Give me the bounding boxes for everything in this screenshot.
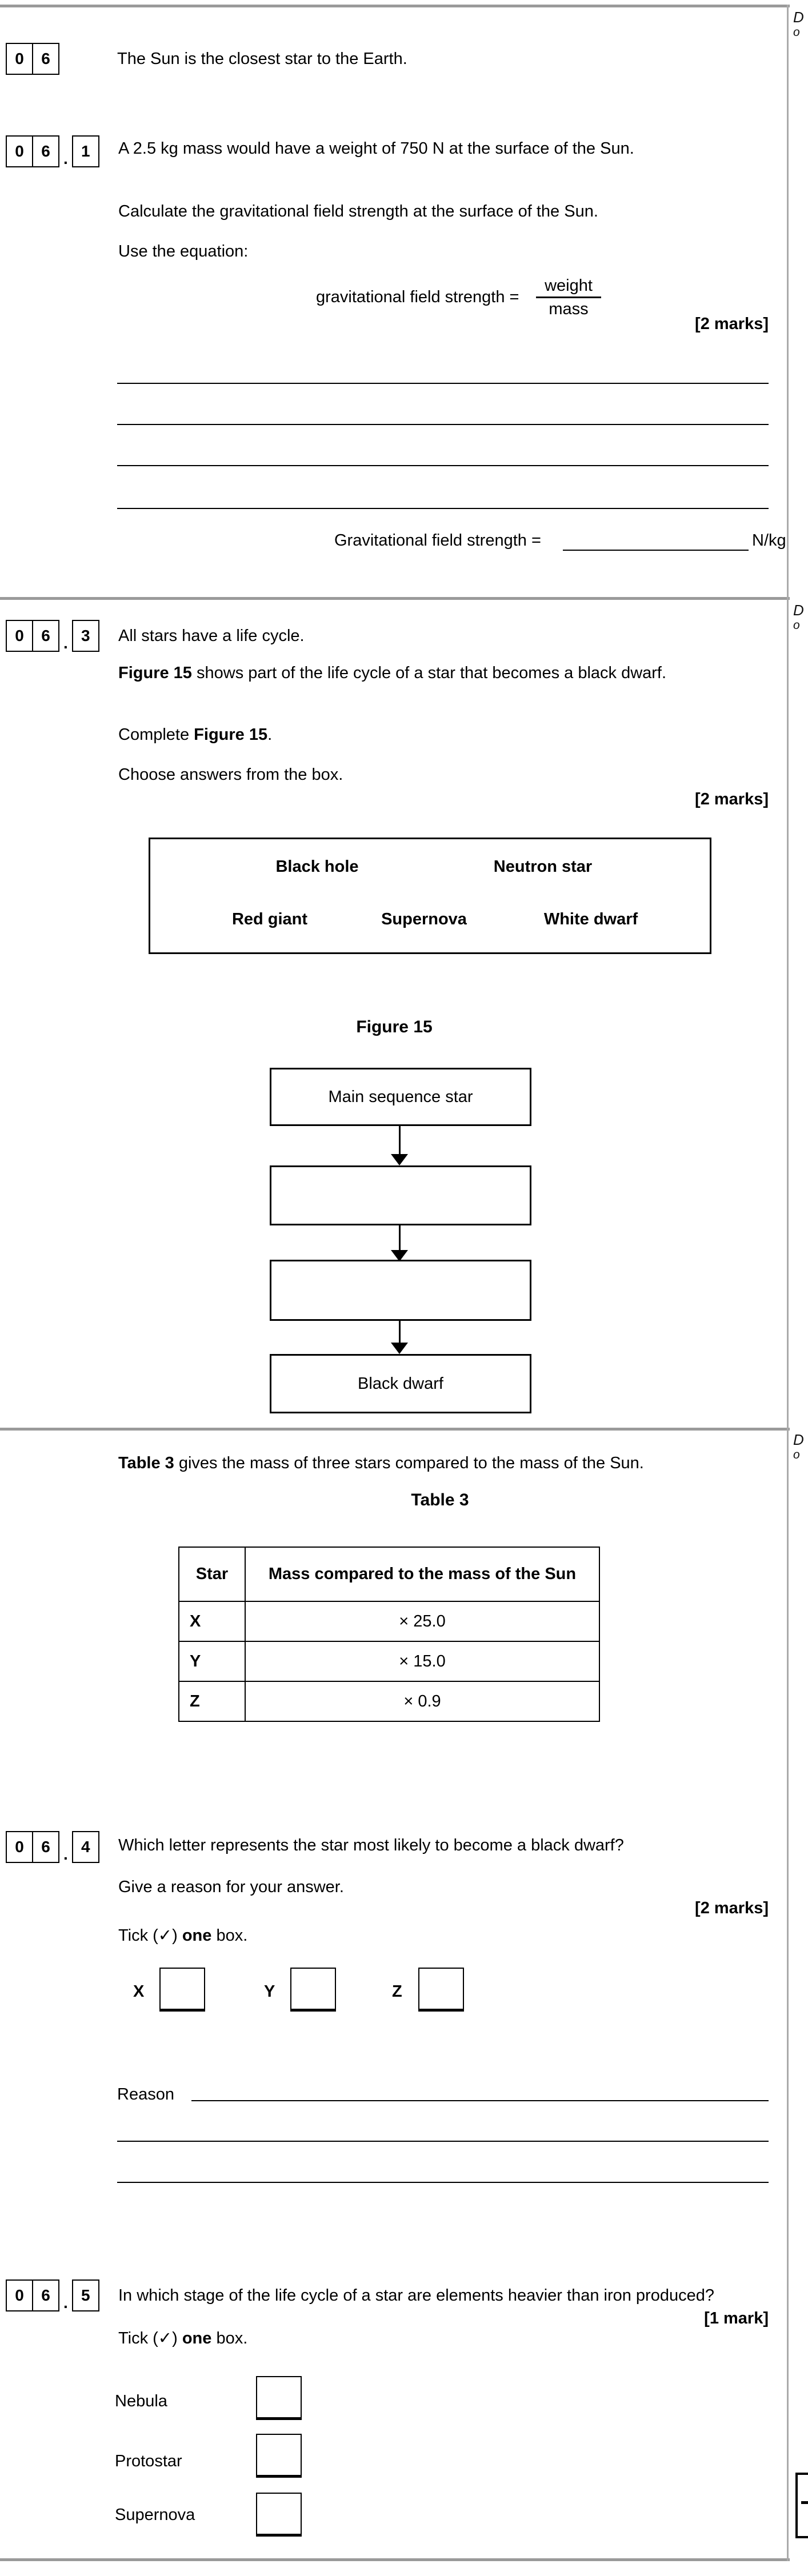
answer-line[interactable]	[117, 508, 769, 509]
checkbox-nebula[interactable]	[256, 2376, 302, 2420]
table-cell-mass: × 25.0	[245, 1601, 599, 1641]
q06-1-answer-unit: N/kg	[752, 531, 786, 550]
table3-intro	[118, 1453, 644, 1473]
question-number-06-1	[6, 135, 99, 167]
q06-1-use-equation: Use the equation:	[118, 242, 249, 261]
tick-text: Tick (	[118, 1926, 158, 1945]
margin-note-text: o	[793, 619, 800, 632]
reason-line[interactable]	[117, 2141, 769, 2142]
figure-15-caption: Figure 15	[356, 1017, 433, 1036]
q06-4-give-reason: Give a reason for your answer.	[118, 1878, 344, 1896]
margin-note-3	[793, 1433, 804, 1462]
reason-label: Reason	[117, 2085, 174, 2104]
q06-3-line3-pre: Complete	[118, 726, 194, 744]
table-header-mass: Mass compared to the mass of the Sun	[245, 1547, 599, 1601]
figure-ref: Figure 15	[194, 726, 268, 744]
checkbox-protostar[interactable]	[256, 2434, 302, 2478]
table-ref: Table 3	[118, 1454, 174, 1472]
check-icon: ✓	[158, 2329, 173, 2347]
tick-text: )	[172, 2329, 182, 2347]
margin-note-text: D	[793, 9, 804, 26]
table3-intro-rest: gives the mass of three stars compared to the mass of the Sun.	[174, 1454, 644, 1472]
answer-line[interactable]	[117, 465, 769, 466]
question-number-cell: 0	[6, 43, 33, 75]
answer-line[interactable]	[117, 383, 769, 384]
flow-arrow-line	[399, 1225, 401, 1250]
flow-box-black-dwarf: Black dwarf	[270, 1354, 531, 1413]
q06-3-line1: All stars have a life cycle.	[118, 627, 305, 645]
q06-4-question: Which letter represents the star most likely to become a black dwarf?	[118, 1836, 624, 1854]
option-label-protostar: Protostar	[115, 2452, 182, 2470]
margin-vertical-rule	[787, 5, 789, 2561]
q06-3-line2-rest: shows part of the life cycle of a star that becomes a black dwarf.	[191, 664, 667, 682]
answer-value-line[interactable]	[563, 550, 749, 551]
tick-text: box.	[211, 1926, 248, 1945]
question-number-dot: .	[63, 634, 68, 652]
answer-choice-box	[149, 838, 711, 954]
q06-intro: The Sun is the closest star to the Earth.	[117, 50, 407, 68]
flow-box-blank-1[interactable]	[270, 1165, 531, 1225]
margin-note-text: o	[793, 1448, 800, 1461]
q06-1-statement: A 2.5 kg mass would have a weight of 750 N at the surface of the Sun.	[118, 139, 634, 158]
arrow-down-icon	[391, 1154, 408, 1165]
table-cell-mass: × 0.9	[245, 1681, 599, 1721]
flow-box-blank-2[interactable]	[270, 1260, 531, 1321]
table-header-star: Star	[179, 1547, 245, 1601]
equation-denominator: mass	[549, 300, 589, 318]
flow-box-main-sequence: Main sequence star	[270, 1068, 531, 1126]
question-number-cell: 0	[6, 620, 33, 652]
q06-4-tick-instruction	[118, 1925, 247, 1946]
q06-3-line4: Choose answers from the box.	[118, 766, 343, 784]
question-number-cell: 4	[72, 1831, 99, 1863]
choice-label-y: Y	[264, 1982, 275, 2001]
q06-3-line3	[118, 724, 272, 745]
tick-text: )	[172, 1926, 182, 1945]
flow-arrow-line	[399, 1125, 401, 1154]
table-cell-star: Z	[179, 1681, 245, 1721]
section-rule-2	[0, 597, 790, 600]
arrow-down-icon	[391, 1343, 408, 1354]
reason-line[interactable]	[117, 2182, 769, 2183]
choice-word: White dwarf	[543, 910, 638, 928]
reason-line[interactable]	[191, 2100, 769, 2101]
question-number-dot: .	[63, 2294, 68, 2311]
question-number-cell: 3	[72, 620, 99, 652]
question-number-cell: 5	[72, 2279, 99, 2311]
fraction-bar	[536, 297, 601, 298]
tick-text: Tick (	[118, 2329, 158, 2347]
option-label-nebula: Nebula	[115, 2392, 167, 2410]
question-number-06-3	[6, 620, 99, 652]
checkbox-z[interactable]	[418, 1968, 464, 2012]
margin-note-text: D	[793, 602, 804, 619]
q06-3-marks: [2 marks]	[695, 790, 769, 808]
equation-fraction	[536, 275, 601, 319]
q06-3-line2	[118, 663, 666, 683]
checkbox-supernova[interactable]	[256, 2493, 302, 2537]
question-number-cell: 0	[6, 135, 33, 167]
option-label-supernova: Supernova	[115, 2506, 195, 2524]
section-rule-bottom	[0, 2558, 790, 2561]
choice-label-x: X	[133, 1982, 145, 2001]
choice-label-z: Z	[392, 1982, 402, 2001]
question-number-cell: 0	[6, 1831, 33, 1863]
margin-note-1	[793, 10, 804, 39]
tick-text: box.	[211, 2329, 248, 2347]
question-number-cell: 6	[32, 1831, 59, 1863]
question-number-06-5	[6, 2279, 99, 2311]
margin-total-dash	[801, 2501, 808, 2504]
question-number-cell: 1	[72, 135, 99, 167]
answer-line[interactable]	[117, 424, 769, 425]
question-number-dot: .	[63, 1845, 68, 1863]
question-number-cell: 6	[32, 43, 59, 75]
question-number-06	[6, 43, 59, 75]
checkbox-y[interactable]	[290, 1968, 336, 2012]
choice-word: Neutron star	[493, 858, 593, 876]
margin-note-text: o	[793, 26, 800, 39]
figure-ref: Figure 15	[118, 664, 192, 682]
section-rule-top	[0, 5, 790, 7]
q06-4-marks: [2 marks]	[695, 1899, 769, 1917]
section-rule-3	[0, 1428, 790, 1431]
table-cell-mass: × 15.0	[245, 1641, 599, 1681]
tick-text-bold: one	[182, 2329, 212, 2347]
margin-total-box	[795, 2473, 808, 2538]
margin-note-2	[793, 603, 804, 632]
question-number-dot: .	[63, 150, 68, 167]
q06-1-marks: [2 marks]	[695, 315, 769, 333]
choice-word: Supernova	[381, 910, 467, 928]
question-number-06-4	[6, 1831, 99, 1863]
table-cell-star: Y	[179, 1641, 245, 1681]
margin-note-text: D	[793, 1431, 804, 1448]
check-icon: ✓	[158, 1926, 173, 1945]
q06-5-question: In which stage of the life cycle of a star are elements heavier than iron produced?	[118, 2286, 714, 2305]
q06-5-tick-instruction	[118, 2328, 247, 2349]
q06-1-answer-label: Gravitational field strength =	[334, 531, 541, 550]
table-3	[178, 1547, 600, 1722]
question-number-cell: 6	[32, 620, 59, 652]
tick-text-bold: one	[182, 1926, 212, 1945]
question-number-cell: 0	[6, 2279, 33, 2311]
question-number-cell: 6	[32, 135, 59, 167]
q06-1-instruction: Calculate the gravitational field strength at the surface of the Sun.	[118, 202, 598, 221]
q06-3-line3-post: .	[267, 726, 273, 744]
checkbox-x[interactable]	[159, 1968, 205, 2012]
q06-5-marks: [1 mark]	[704, 2309, 769, 2327]
equation-numerator: weight	[545, 277, 593, 295]
choice-word: Red giant	[231, 910, 308, 928]
equation-lhs: gravitational field strength =	[316, 288, 519, 306]
table-cell-star: X	[179, 1601, 245, 1641]
table-3-caption: Table 3	[411, 1491, 469, 1509]
question-number-cell: 6	[32, 2279, 59, 2311]
choice-word: Black hole	[275, 858, 359, 876]
flow-arrow-line	[399, 1320, 401, 1343]
